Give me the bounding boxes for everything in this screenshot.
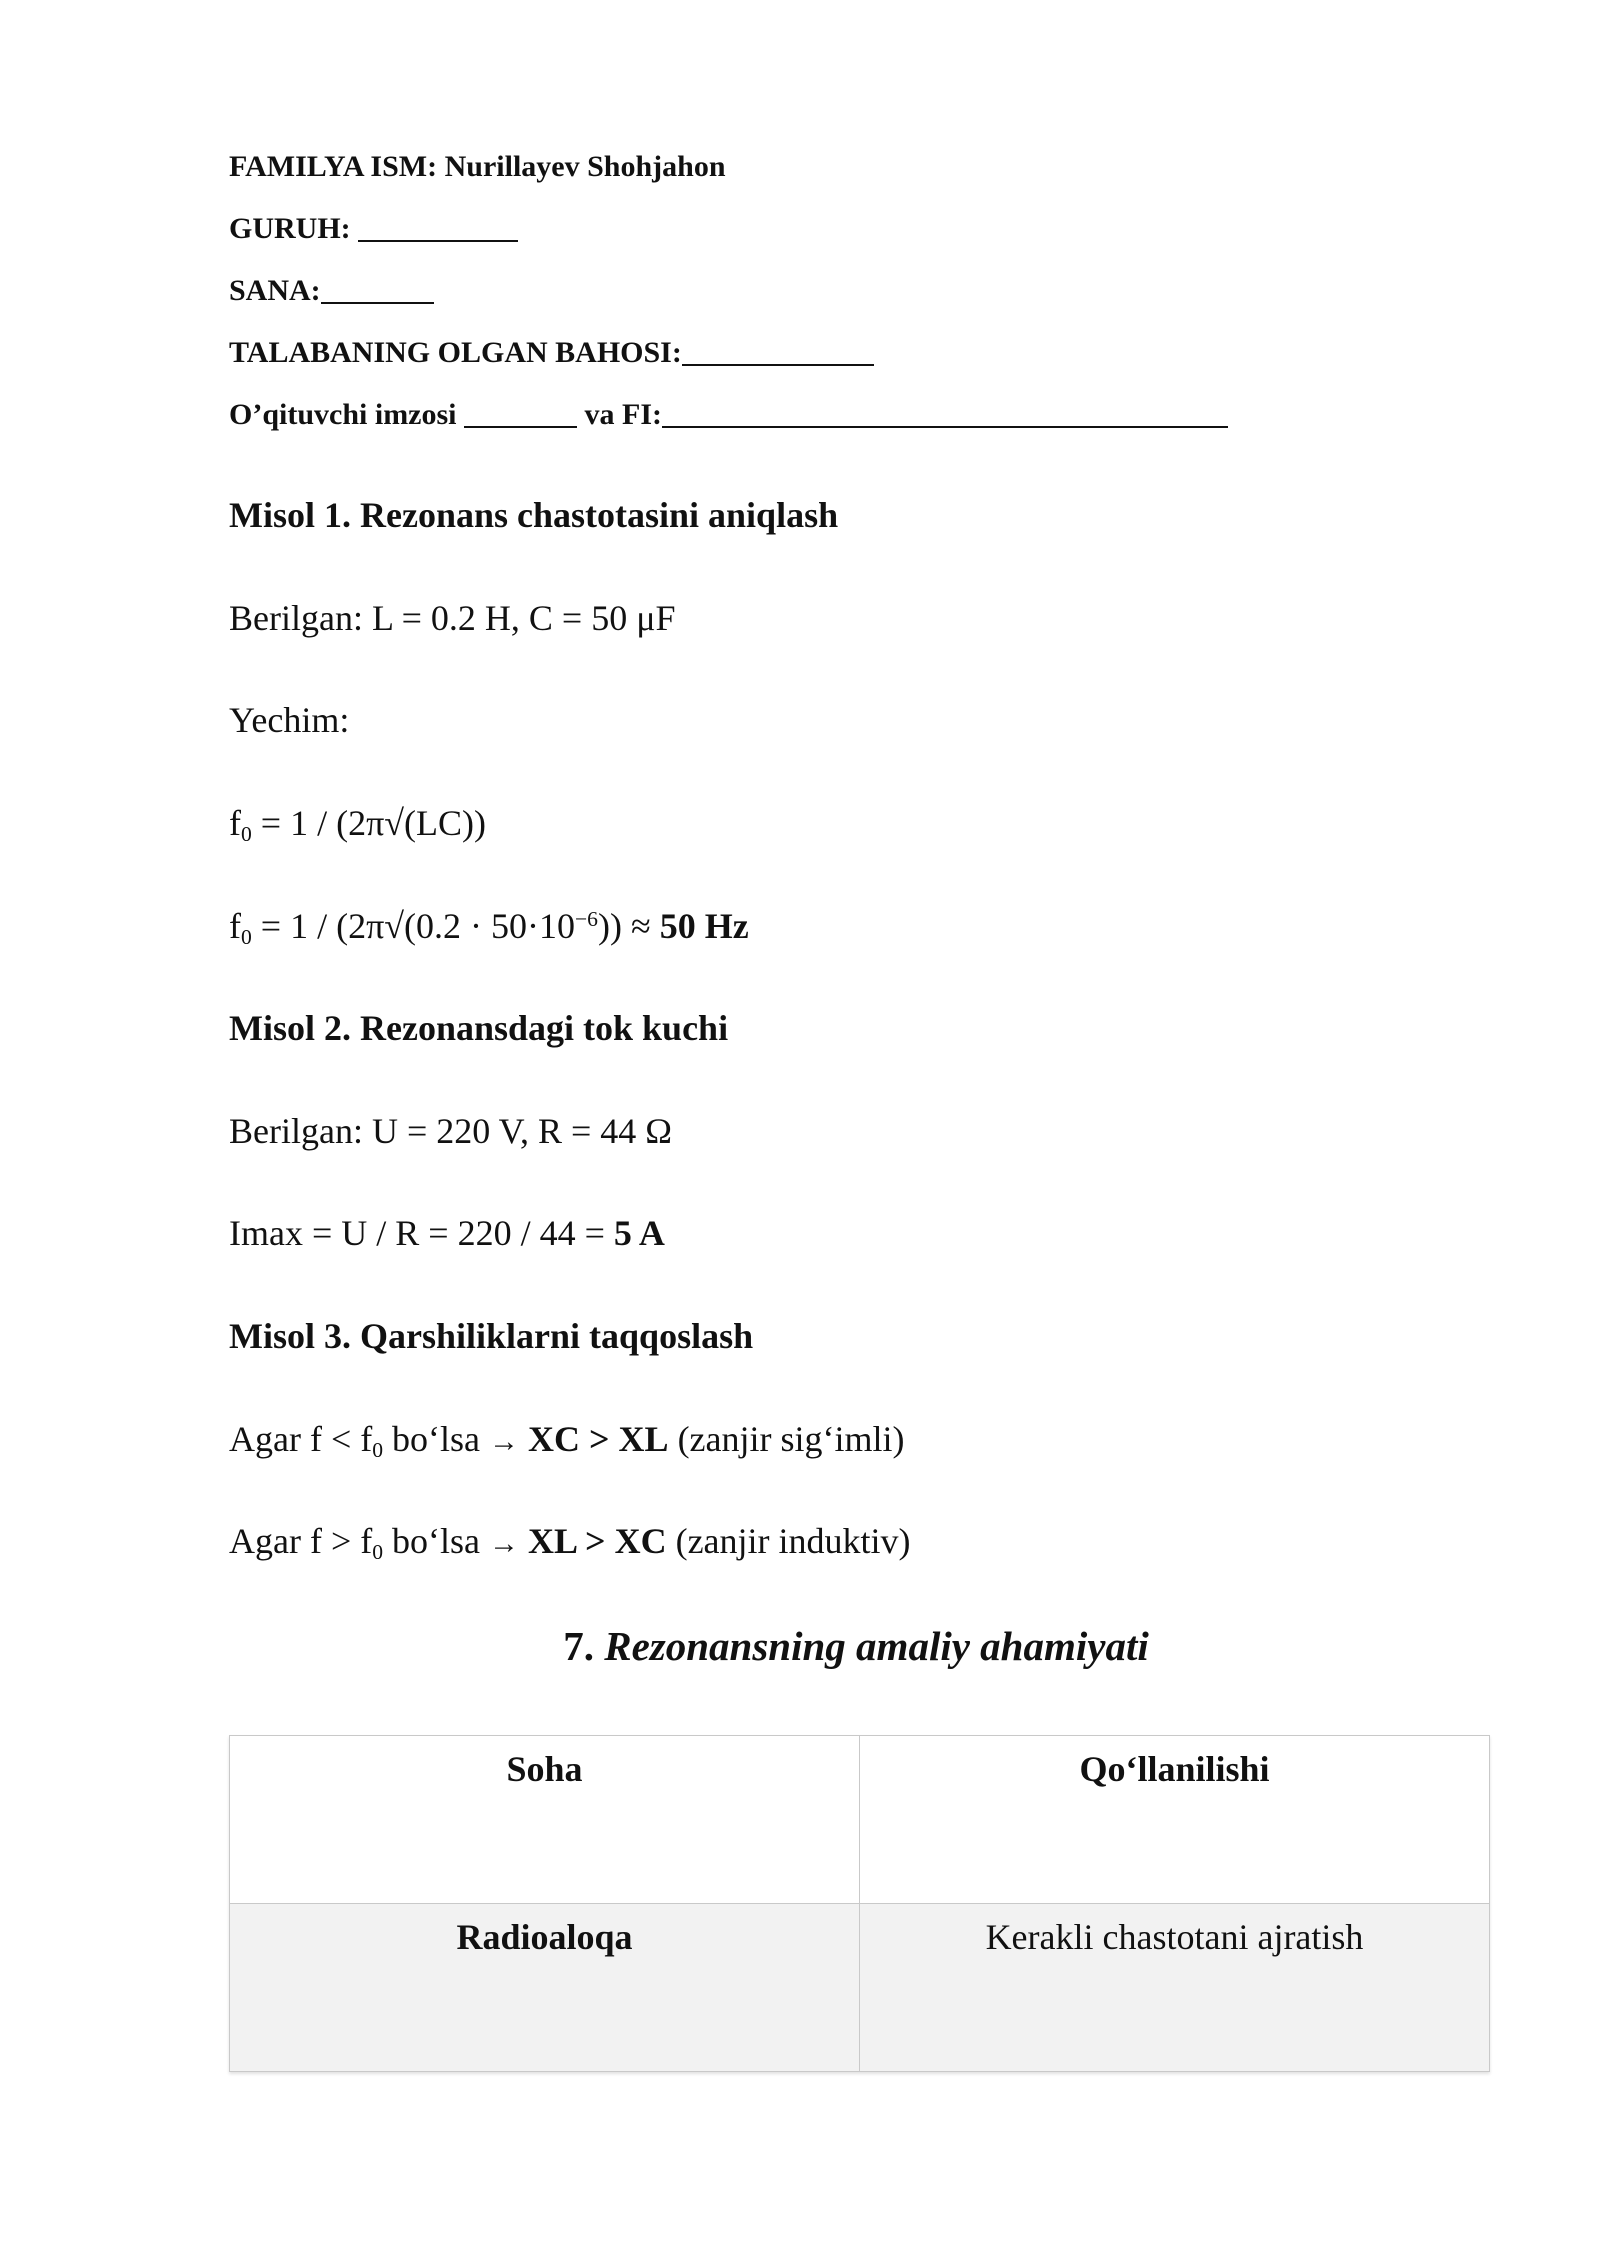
- case2-note: (zanjir induktiv): [666, 1521, 911, 1561]
- date-label: SANA:: [229, 274, 321, 307]
- formula-subscript: 0: [241, 822, 252, 847]
- example2-given: Berilgan: U = 220 V, R = 44 Ω: [229, 1111, 673, 1151]
- teacher-name-blank: [662, 400, 1228, 428]
- calc-f: f: [229, 906, 241, 946]
- grade-blank: [682, 338, 874, 366]
- group-label: GURUH:: [229, 212, 351, 245]
- calc-exponent: −6: [575, 907, 598, 932]
- teacher-sign-blank: [464, 400, 577, 428]
- date-blank: [321, 276, 434, 304]
- formula-f: f: [229, 803, 241, 843]
- section-title: [0, 1622, 1600, 1670]
- example1-title: Misol 1. Rezonans chastotasini aniqlash: [229, 495, 839, 535]
- teacher-line: [229, 398, 1228, 432]
- table-cell: Radioaloqa: [230, 1904, 860, 2072]
- calc-subscript: 0: [241, 925, 252, 950]
- example1-formula: [229, 802, 486, 847]
- case1-prefix: Agar f < f: [229, 1419, 373, 1459]
- teacher-name-label: va FI:: [584, 398, 663, 431]
- name-value: Nurillayev Shohjahon: [444, 150, 726, 183]
- case1-bold: XC > XL: [528, 1419, 669, 1459]
- grade-line: [229, 336, 874, 370]
- calc-rhs: = 1 / (2π√(0.2 · 50·10: [251, 906, 575, 946]
- group-blank: [358, 214, 518, 242]
- example1-calculation: [229, 905, 749, 950]
- example3-case1: [229, 1418, 905, 1463]
- example2-calculation: [229, 1212, 665, 1254]
- right-arrow-icon: →: [489, 1425, 520, 1458]
- table-header-cell: Soha: [230, 1736, 860, 1904]
- table-cell: Kerakli chastotani ajratish: [860, 1904, 1490, 2072]
- formula-rhs: = 1 / (2π√(LC)): [251, 803, 486, 843]
- calc-result: 50 Hz: [659, 906, 749, 946]
- case2-prefix: Agar f > f: [229, 1521, 373, 1561]
- example3-case2: [229, 1520, 911, 1565]
- table-row: [230, 1904, 1490, 2072]
- name-label: FAMILYA ISM:: [229, 150, 438, 183]
- right-arrow-icon: →: [489, 1527, 520, 1560]
- example1-given: Berilgan: L = 0.2 H, C = 50 μF: [229, 598, 676, 638]
- section-title-text: Rezonansning amaliy ahamiyati: [604, 1623, 1149, 1669]
- teacher-sign-label: O’qituvchi imzosi: [229, 398, 457, 431]
- case2-bold: XL > XC: [528, 1521, 667, 1561]
- case1-subscript: 0: [372, 1438, 384, 1463]
- grade-label: TALABANING OLGAN BAHOSI:: [229, 336, 682, 369]
- example2-calc-text: Imax = U / R = 220 / 44 =: [229, 1213, 614, 1253]
- example3-title: Misol 3. Qarshiliklarni taqqoslash: [229, 1316, 754, 1356]
- table-header-cell: Qo‘llanilishi: [860, 1736, 1490, 1904]
- case2-mid: bo‘lsa: [383, 1521, 490, 1561]
- section-number: 7.: [563, 1623, 594, 1669]
- date-line: [229, 274, 434, 308]
- name-line: [229, 150, 726, 184]
- example2-title: Misol 2. Rezonansdagi tok kuchi: [229, 1008, 729, 1048]
- applications-table: [229, 1735, 1490, 2072]
- case2-subscript: 0: [372, 1540, 384, 1565]
- calc-tail: )) ≈: [597, 906, 660, 946]
- case1-note: (zanjir sig‘imli): [668, 1419, 905, 1459]
- table-header-row: [230, 1736, 1490, 1904]
- group-line: [229, 212, 518, 246]
- example1-solution-label: Yechim:: [229, 700, 350, 740]
- case1-mid: bo‘lsa: [383, 1419, 490, 1459]
- example2-result: 5 A: [613, 1213, 665, 1253]
